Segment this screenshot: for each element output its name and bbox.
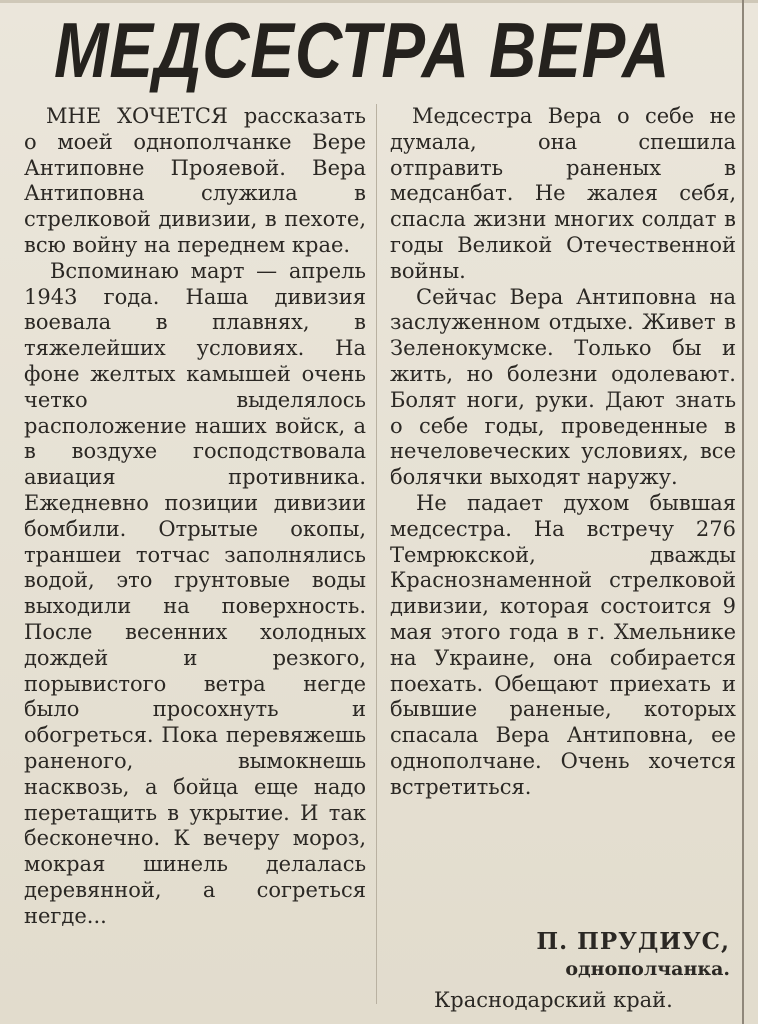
paragraph: Не падает духом бывшая медсестра. На встречу 276 Темрюкской, дважды Краснознаменной стрелковой дивизии, которая состоится 9 мая этого года в г. Хмельнике на Украине, она собирается поехать. Обещают приехать и бывшие раненые, которых спасала Вера Антиповна, ее однополчане. Очень хочется встретиться. (390, 490, 736, 799)
left-column (24, 104, 366, 930)
right-column (390, 104, 736, 801)
author-signature (430, 928, 730, 1014)
column-divider (376, 104, 377, 1004)
author-name: П. ПРУДИУС, (536, 928, 730, 955)
author-role: однополчанка. (565, 958, 730, 980)
paragraph: Вспоминаю март — апрель 1943 года. Наша дивизия воевала в плавнях, в тяжелейших условиях. На фоне желтых камышей очень четко выделялось расположение наших войск, а в воздухе господствовала авиация противника. Ежедневно позиции дивизии бомбили. Отрытые окопы, траншеи тотчас заполнялись водой, это грунтовые воды выходили на поверхность. После весенних холодных дождей и резкого, порывистого ветра негде было просохнуть и обогреться. Пока перевяжешь раненого, вымокнешь насквозь, а бойца еще надо перетащить в укрытие. И так бесконечно. К вечеру мороз, мокрая шинель делалась деревянной, а согреться негде... (24, 258, 366, 928)
author-place: Краснодарский край. (434, 988, 673, 1012)
paragraph: Медсестра Вера о себе не думала, она спешила отправить раненых в медсанбат. Не жалея себя, спасла жизни многих солдат в годы Великой Отечественной войны. (390, 104, 736, 283)
top-border (0, 0, 758, 3)
article-title: МЕДСЕСТРА ВЕРА (54, 6, 671, 94)
clipping-edge (742, 0, 744, 1024)
paragraph: Сейчас Вера Антиповна на заслуженном отдыхе. Живет в Зеленокумске. Только бы и жить, но болезни одолевают. Болят ноги, руки. Дают знать о себе годы, проведенные в нечеловеческих условиях, все болячки выходят наружу. (390, 284, 736, 490)
paragraph: МНЕ ХОЧЕТСЯ рассказать о моей однополчанке Вере Антиповне Прояевой. Вера Антиповна служила в стрелковой дивизии, в пехоте, всю войну на переднем крае. (24, 104, 366, 257)
